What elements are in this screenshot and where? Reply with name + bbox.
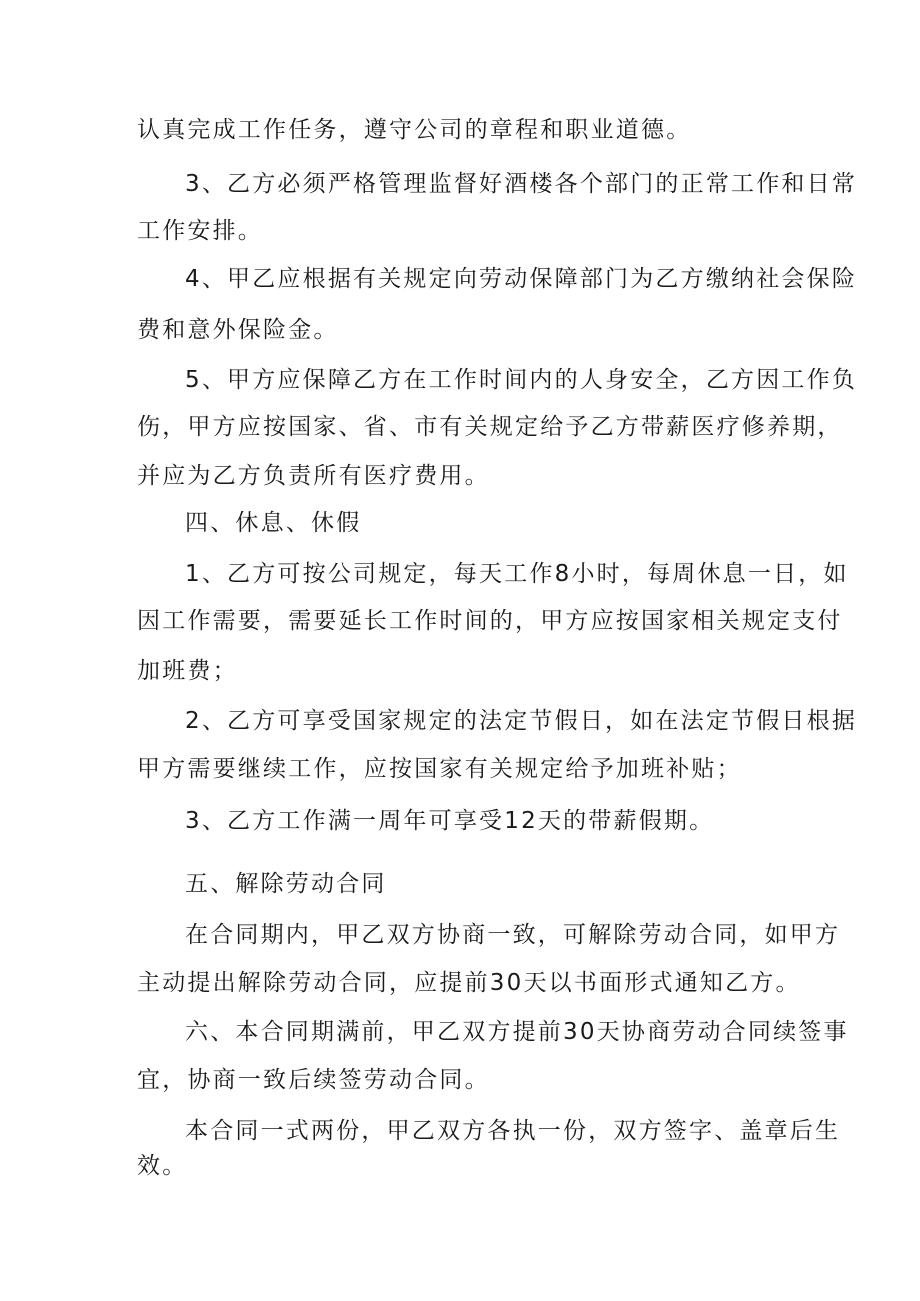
text-line: 宜，协商一致后续签劳动合同。 bbox=[137, 1067, 490, 1093]
text-line: 主动提出解除劳动合同，应提前30天以书面形式通知乙方。 bbox=[137, 970, 801, 996]
text-line: 2、乙方可享受国家规定的法定节假日，如在法定节假日根据 bbox=[185, 708, 858, 734]
text-line: 本合同一式两份，甲乙双方各执一份，双方签字、盖章后生 bbox=[185, 1118, 841, 1144]
text-line: 甲方需要继续工作，应按国家有关规定给予加班补贴； bbox=[137, 756, 742, 782]
text-line: 1、乙方可按公司规定，每天工作8小时，每周休息一日，如 bbox=[185, 561, 849, 587]
section-heading-rest: 四、休息、休假 bbox=[185, 510, 362, 536]
text-line: 效。 bbox=[137, 1153, 188, 1179]
text-line: 费和意外保险金。 bbox=[137, 317, 339, 343]
text-line: 5、甲方应保障乙方在工作时间内的人身安全，乙方因工作负 bbox=[185, 367, 858, 393]
text-line: 在合同期内，甲乙双方协商一致，可解除劳动合同，如甲方 bbox=[185, 922, 841, 948]
text-line: 伤，甲方应按国家、省、市有关规定给予乙方带薪医疗修养期， bbox=[137, 414, 843, 440]
section-heading-renewal: 六、本合同期满前，甲乙双方提前30天协商劳动合同续签事 bbox=[185, 1019, 849, 1045]
text-line: 因工作需要，需要延长工作时间的，甲方应按国家相关规定支付 bbox=[137, 608, 843, 634]
text-line: 工作安排。 bbox=[137, 218, 263, 244]
text-line: 并应为乙方负责所有医疗费用。 bbox=[137, 463, 490, 489]
text-line: 4、甲乙应根据有关规定向劳动保障部门为乙方缴纳社会保险 bbox=[185, 266, 858, 292]
text-line: 认真完成工作任务，遵守公司的章程和职业道德。 bbox=[137, 117, 692, 143]
text-line: 3、乙方必须严格管理监督好酒楼各个部门的正常工作和日常 bbox=[185, 171, 858, 197]
section-heading-termination: 五、解除劳动合同 bbox=[185, 871, 387, 897]
text-line: 加班费； bbox=[137, 658, 238, 684]
text-line: 3、乙方工作满一周年可享受12天的带薪假期。 bbox=[185, 808, 715, 834]
